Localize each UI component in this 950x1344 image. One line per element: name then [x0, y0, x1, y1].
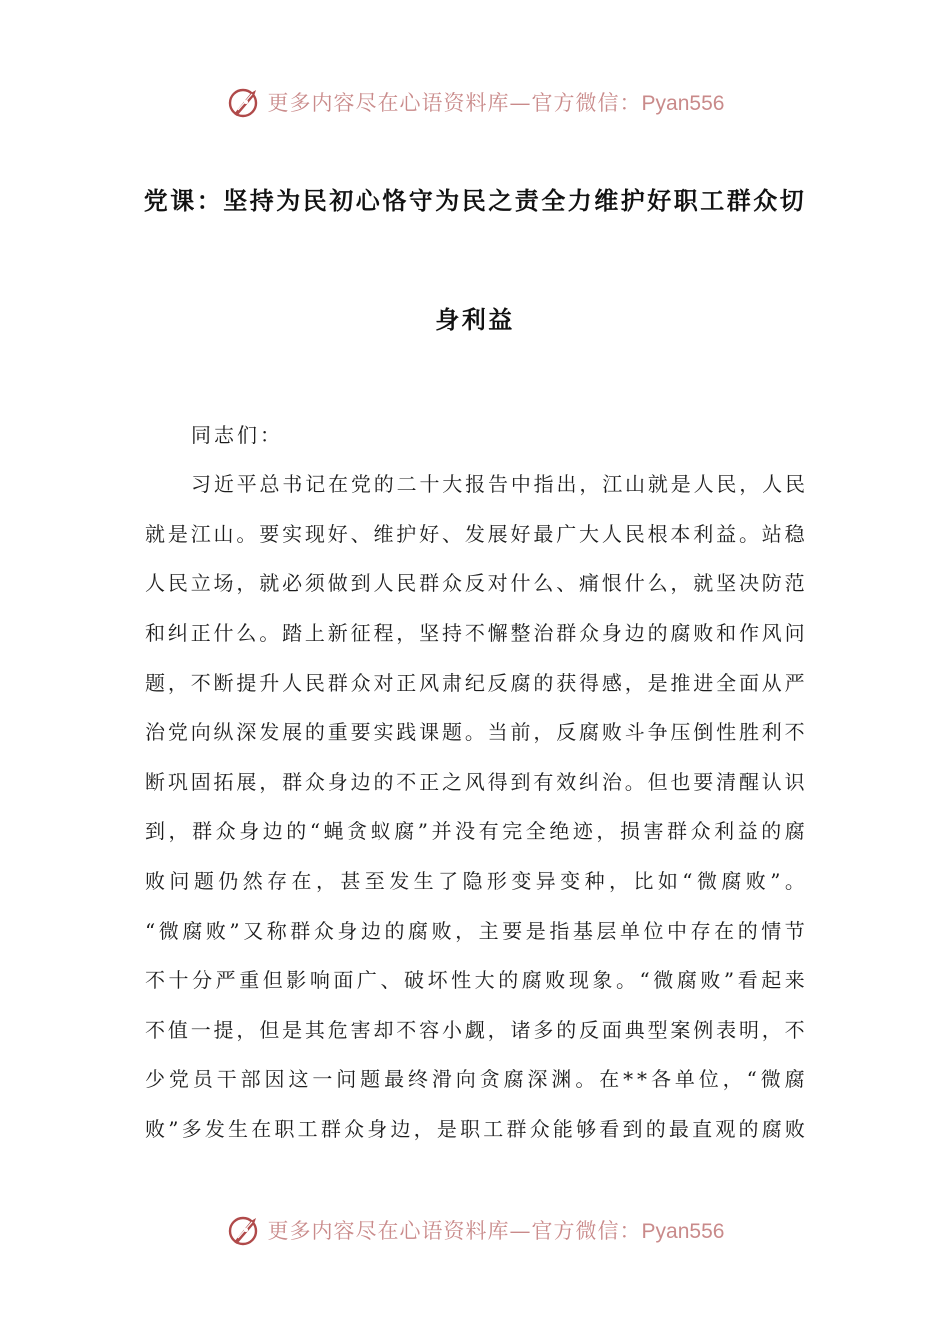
body-line: 到 ， 群 众 身 边 的 “ 蝇 贪 蚁 腐 ” 并 没 有 完 全 绝 迹 ， 损 害 群 众 利 益 的 腐: [145, 819, 805, 843]
body-line: 人 民 立 场 ， 就 必 须 做 到 人 民 群 众 反 对 什 么 、 痛 恨 什 么 ， 就 坚 决 防 范: [145, 571, 805, 595]
body-line: 败 问 题 仍 然 存 在 ， 甚 至 发 生 了 隐 形 变 异 变 种 ， 比 如 “ 微 腐 败 ” 。: [145, 869, 805, 893]
pen-nib-logo-icon: [226, 84, 262, 120]
banner-wechat-id: Pyan556: [641, 1220, 725, 1243]
body-line: 和 纠 正 什 么 。 踏 上 新 征 程 ， 坚 持 不 懈 整 治 群 众 身 边 的 腐 败 和 作 风 问: [145, 621, 805, 645]
body-line: 少 党 员 干 部 因 这 一 问 题 最 终 滑 向 贪 腐 深 渊 。 在 * * 各 单 位 ， “ 微 腐: [145, 1067, 805, 1091]
salutation: 同志们：: [191, 423, 283, 447]
body-line: 败 ” 多 发 生 在 职 工 群 众 身 边 ， 是 职 工 群 众 能 够 看 到 的 最 直 观 的 腐 败: [145, 1117, 805, 1141]
banner-text-cn: 更多内容尽在心语资料库—官方微信：: [267, 91, 642, 115]
banner-text-cn: 更多内容尽在心语资料库—官方微信：: [267, 1219, 642, 1243]
banner-wechat-id: Pyan556: [641, 92, 725, 115]
body-line: 不 值 一 提 ， 但 是 其 危 害 却 不 容 小 觑 ， 诸 多 的 反 面 典 型 案 例 表 明 ， 不: [145, 1018, 805, 1042]
pen-nib-logo-icon: [226, 1212, 262, 1248]
document-title-line-2: 身利益: [435, 306, 515, 334]
body-line: 不 十 分 严 重 但 影 响 面 广 、 破 坏 性 大 的 腐 败 现 象 。 “ 微 腐 败 ” 看 起 来: [145, 968, 805, 992]
body-line: 就 是 江 山 。 要 实 现 好 、 维 护 好 、 发 展 好 最 广 大 人 民 根 本 利 益 。 站 稳: [145, 522, 805, 546]
body-line: 题 ， 不 断 提 升 人 民 群 众 对 正 风 肃 纪 反 腐 的 获 得 感 ， 是 推 进 全 面 从 严: [145, 671, 805, 695]
document-title-line-1: 党课：坚持为民初心恪守为民之责全力维护好职工群众切: [143, 187, 807, 215]
banner-text: [268, 87, 725, 117]
body-line: 治 党 向 纵 深 发 展 的 重 要 实 践 课 题 。 当 前 ， 反 腐 败 斗 争 压 倒 性 胜 利 不: [145, 720, 805, 744]
banner-text: [268, 1215, 725, 1245]
header-banner: [0, 80, 950, 124]
body-line: 习 近 平 总 书 记 在 党 的 二 十 大 报 告 中 指 出 ， 江 山 就 是 人 民 ， 人 民: [191, 472, 805, 496]
body-line: 断 巩 固 拓 展 ， 群 众 身 边 的 不 正 之 风 得 到 有 效 纠 治 。 但 也 要 清 醒 认 识: [145, 770, 805, 794]
body-line: “ 微 腐 败 ” 又 称 群 众 身 边 的 腐 败 ， 主 要 是 指 基 层 单 位 中 存 在 的 情 节: [145, 919, 805, 943]
footer-banner: [0, 1208, 950, 1252]
